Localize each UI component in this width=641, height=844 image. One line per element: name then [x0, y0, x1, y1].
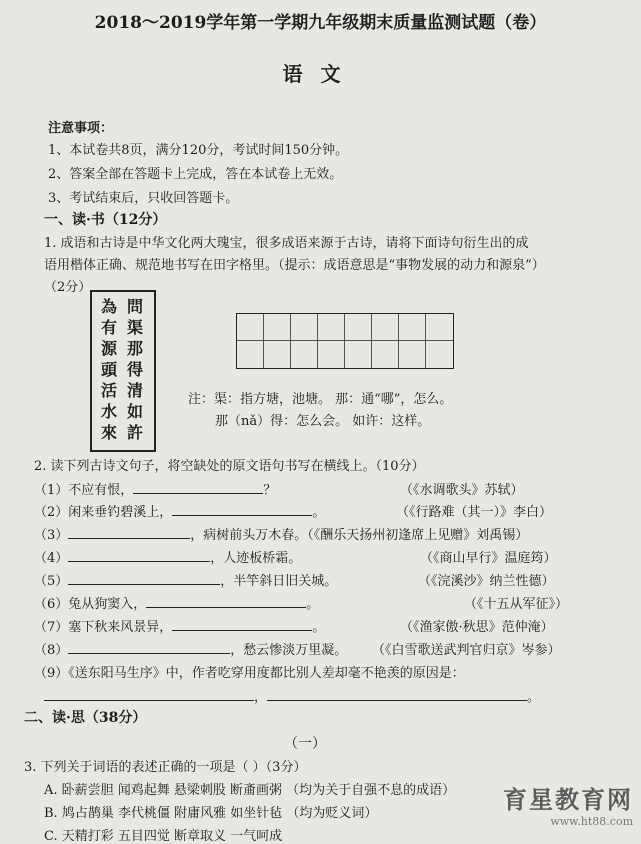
notice-item-3: 3、考试结束后，只收回答题卡。	[48, 191, 239, 206]
q2-source-1: （《水调歌头》苏轼）	[400, 483, 524, 498]
q2-line-5: （5） ，半竿斜日旧关城。	[34, 574, 338, 589]
q2-source-2: （《行路难（其一）》李白）	[396, 505, 553, 520]
q2-line-3: （3） ，病树前头万木春。（《酬乐天扬州初逢席上见赠》刘禹锡）	[34, 528, 529, 543]
watermark-name: 育星教育网	[503, 785, 633, 814]
answer-blank[interactable]	[68, 526, 190, 539]
q2-source-7: （《渔家傲·秋思》范仲淹）	[400, 620, 554, 635]
q1-score: （2分）	[44, 280, 92, 295]
q2-line-9: （9）《送东阳马生序》中，作者吃穿用度都比别人差却毫不艳羡的原因是：	[34, 666, 465, 681]
part1-heading: 一、读·书（12分）	[44, 212, 167, 228]
answer-blank[interactable]	[267, 688, 527, 701]
section-one-heading: （一）	[284, 736, 326, 752]
notice-item-1: 1、本试卷共8页，满分120分，考试时间150分钟。	[48, 143, 349, 158]
q1-text-line1: 1. 成语和古诗是中华文化两大瑰宝，很多成语来源于古诗，请将下面诗句衍生出的成	[44, 236, 529, 251]
watermark-url: www.ht88.com	[550, 815, 633, 828]
answer-blank[interactable]	[146, 595, 306, 608]
q2-source-4: （《商山早行》温庭筠）	[420, 551, 557, 566]
q2-line-4: （4） ，人迹板桥霜。	[34, 551, 302, 566]
poem-column-left: 為有源頭活水來	[100, 297, 117, 442]
answer-blank[interactable]	[68, 549, 210, 562]
answer-blank[interactable]	[133, 481, 263, 494]
answer-blank[interactable]	[172, 618, 312, 631]
q3-option-a: A. 卧薪尝胆 闻鸡起舞 悬梁刺股 断齑画粥 （均为关于自强不息的成语）	[44, 783, 456, 798]
answer-blank[interactable]	[44, 688, 254, 701]
q2-intro: 2. 读下列古诗文句子，将空缺处的原文语句书写在横线上。（10分）	[34, 459, 425, 474]
q2-source-6: （《十五从军征》）	[464, 597, 569, 612]
q2-source-8: （《白雪歌送武判官归京》岑参）	[372, 643, 561, 658]
q2-source-5: （《浣溪沙》纳兰性德）	[418, 574, 555, 589]
part2-heading: 二、读·思（38分）	[24, 710, 147, 726]
q3-option-b: B. 鸠占鹊巢 李代桃僵 附庸风雅 如坐针毡 （均为贬义词）	[44, 806, 378, 821]
answer-blank[interactable]	[68, 572, 220, 585]
q2-line-8: （8） ，愁云惨淡万里凝。	[34, 643, 348, 658]
tianzige-answer-grid[interactable]	[236, 313, 454, 369]
answer-blank[interactable]	[68, 641, 230, 654]
q1-text-line2: 语用楷体正确、规范地书写在田字格里。（提示：成语意思是“事物发展的动力和源泉”）	[44, 258, 545, 273]
q2-line-2: （2）闲来垂钓碧溪上， 。	[34, 505, 326, 520]
answer-blank[interactable]	[172, 503, 312, 516]
q2-line-6: （6）兔从狗窦入， 。	[34, 597, 320, 612]
subject-title: 语文	[282, 62, 359, 86]
q2-line-1: （1）不应有恨， ？	[34, 483, 277, 498]
poem-note-1: 注：渠：指方塘，池塘。 那：通“哪”，怎么。	[188, 392, 453, 407]
exam-title: 2018～2019学年第一学期九年级期末质量监测试题（卷）	[94, 13, 547, 33]
q3-option-c: C. 天精打彩 五目四觉 断章取义 一气呵成	[44, 829, 283, 844]
notice-item-2: 2、答案全部在答题卡上完成，答在本试卷上无效。	[48, 167, 343, 182]
poem-box	[90, 290, 156, 452]
q2-line-9-answer: ， 。	[44, 686, 540, 705]
q3-stem: 3. 下列关于词语的表述正确的一项是（ ）（3分）	[24, 760, 307, 775]
poem-note-2: 那（nǎ）得：怎么会。 如许：这样。	[215, 414, 431, 429]
watermark-logo	[503, 780, 633, 828]
poem-column-right: 問渠那得清如許	[126, 297, 143, 442]
notice-heading: 注意事项：	[48, 121, 114, 136]
q2-line-7: （7）塞下秋来风景异， 。	[34, 620, 326, 635]
